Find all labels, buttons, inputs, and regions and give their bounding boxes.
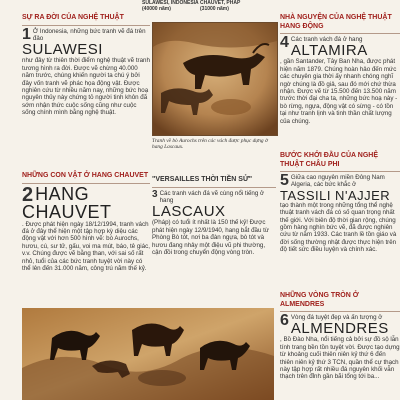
section-2-body: . Được phát hiện ngày 18/12/1994, tranh vách đá ở đây thể hiện một tập hợp kỳ diệu các động vật với hơn 500 hình vẽ: bò Aurochs, hươu, cú, sư tử, gấu, voi ma mút, báo, tê giác, v.v. Chúng được vẽ bằng than, với sai số rất nhỏ, tuổi của các bức tranh tuyệt vời này có thể lên đến 31.000 năm, công trú năm thế kỷ.: [22, 220, 150, 272]
section-2-keyword-2: CHAUVET: [22, 201, 112, 222]
section-5-number: 5: [280, 172, 289, 189]
section-3-intro: Các tranh vách đá vẽ cùng nổi tiếng ở hang: [159, 189, 265, 204]
section-4-heading: NHÀ NGUYỆN CỦA NGHỆ THUẬT HANG ĐỘNG: [280, 14, 392, 30]
section-6-heading: NHỮNG VÒNG TRÒN Ở ALMENDRES: [280, 292, 359, 308]
section-4-keyword: ALTAMIRA: [290, 42, 368, 60]
divider: [22, 25, 150, 26]
lascaux-image-caption: Tranh về bò Aurochs trên các vách được phục dựng ở hang Lascaux.: [152, 138, 268, 151]
section-6-body: , Bồ Đào Nha, nổi tiếng cả bởi sự đồ sộ lẫn tính trang bền tồn tuyệt vời. Được tạo dựng từ khoảng cuối thiên niên kỷ thứ 6 đến thiên niên kỷ thứ 3 TCN, quần thể cự thạch này tập hợp rất nhiều đá nguyên khối vẫn thạch trên đỉnh gần bãi tổng tới ba...: [280, 336, 400, 381]
section-1-keyword: SULAWESI: [22, 41, 103, 59]
section-2-number: 2: [22, 183, 34, 206]
section-3-number: 3: [152, 188, 158, 200]
divider: [152, 187, 276, 188]
section-6-number: 6: [280, 312, 289, 329]
section-6-intro: Vòng đá tuyệt đẹp và ấn tượng ở: [290, 314, 383, 321]
section-6: [280, 292, 400, 381]
section-1: [22, 14, 150, 117]
section-4: [280, 14, 400, 125]
section-3-keyword: LASCAUX: [152, 203, 226, 221]
section-3-body: (Pháp) có tuổi ít nhất là 150 thế kỷ! Được phát hiện ngày 12/9/1940, hang bắt đầu từ Phòng Bò tót, nơi ba đàn ngựa, bò tót và hươu đang nhảy một điệu vũ phi thường, cận đồi trong chuyển động vòng tròn.: [152, 219, 269, 256]
chauvet-horses-image: [22, 308, 274, 400]
section-6-keyword: ALMENDRES: [290, 320, 389, 338]
caption-sulawesi: SULAWESI, INDONESIA (40000 năm): [142, 0, 199, 12]
caption-chauvet: CHAUVET, PHÁP (31000 năm): [200, 0, 241, 12]
section-5-heading: BƯỚC KHỞI ĐẦU CỦA NGHỆ THUẬT CHÂU PHI: [280, 152, 378, 168]
divider: [280, 311, 400, 312]
section-1-body: như đây từ thiên thời điểm nghệ thuật vẽ tranh tương hình ra đời. Được vẽ chừng 40.000 năm trước, chúng khiến người ta chú ý bởi đây vốn tranh vẽ phác họa động vật. Được nghiên cứu từ nhiều năm nay, những bức hoạ nguyên thủy này chứng tỏ người tinh khôn đã sớm nhận thức cuộc sống cũng như cuộc sống chính mình bằng nghệ thuật.: [22, 57, 150, 117]
section-2-keyword-1: HANG: [35, 183, 90, 204]
chauvet-cave-photo: [22, 308, 274, 400]
section-2-heading: NHỮNG CON VẬT Ở HANG CHAUVET: [22, 172, 149, 179]
section-1-heading: SỰ RA ĐỜI CỦA NGHỆ THUẬT: [22, 14, 124, 21]
section-4-number: 4: [280, 34, 289, 51]
section-2: [22, 172, 150, 272]
lascaux-aurochs-image: [153, 23, 277, 135]
lascaux-cave-photo: [152, 22, 278, 136]
section-5-keyword: TASSILI N'AJJER: [280, 187, 391, 203]
section-4-body: , gần Santander, Tây Ban Nha, được phát hiện năm 1879. Chúng hoàn hảo đến mức các chuyên gia thời ấy nhanh chóng nghĩ ngờ chúng là đồ giả, sau đó mới chứ thừa nhận. Được vẽ từ 15.500 đến 13.500 năm trước thời đại cha ta, những bức hoạ này - bò rừng, ngựa, động vật có sừng - có tồn tại như tranh lịnh và tinh thần chất lượng của chúng.: [280, 58, 398, 125]
divider: [280, 171, 400, 172]
section-5: [280, 152, 400, 254]
section-1-number: 1: [22, 25, 31, 43]
section-3: [152, 176, 276, 256]
divider: [280, 33, 400, 34]
section-5-intro: Giữa cao nguyên miền Đông Nam Algeria, các bức khắc ở: [290, 174, 385, 189]
section-3-heading: "VERSAILLES THỜI TIỀN SỬ": [152, 176, 253, 183]
section-5-body: tạo thành một trong những tổng thể nghệ thuật tranh vách đá có số quan trọng nhất thế giới. Với biên độ thời gian rộng, chúng gồm hàng nghìn bức vẽ, đã được nghiên cứu từ năm 1933. Các tranh lề tồn giáo và đời sống thường nhật được thực hiện trên độ tiết sức điều luyện và chính xác.: [280, 201, 397, 254]
section-4-intro: Các tranh vách đá ở hang: [290, 36, 363, 43]
section-1-intro: Ở Indonesia, những bức tranh vẽ đá trên đảo: [32, 27, 146, 42]
